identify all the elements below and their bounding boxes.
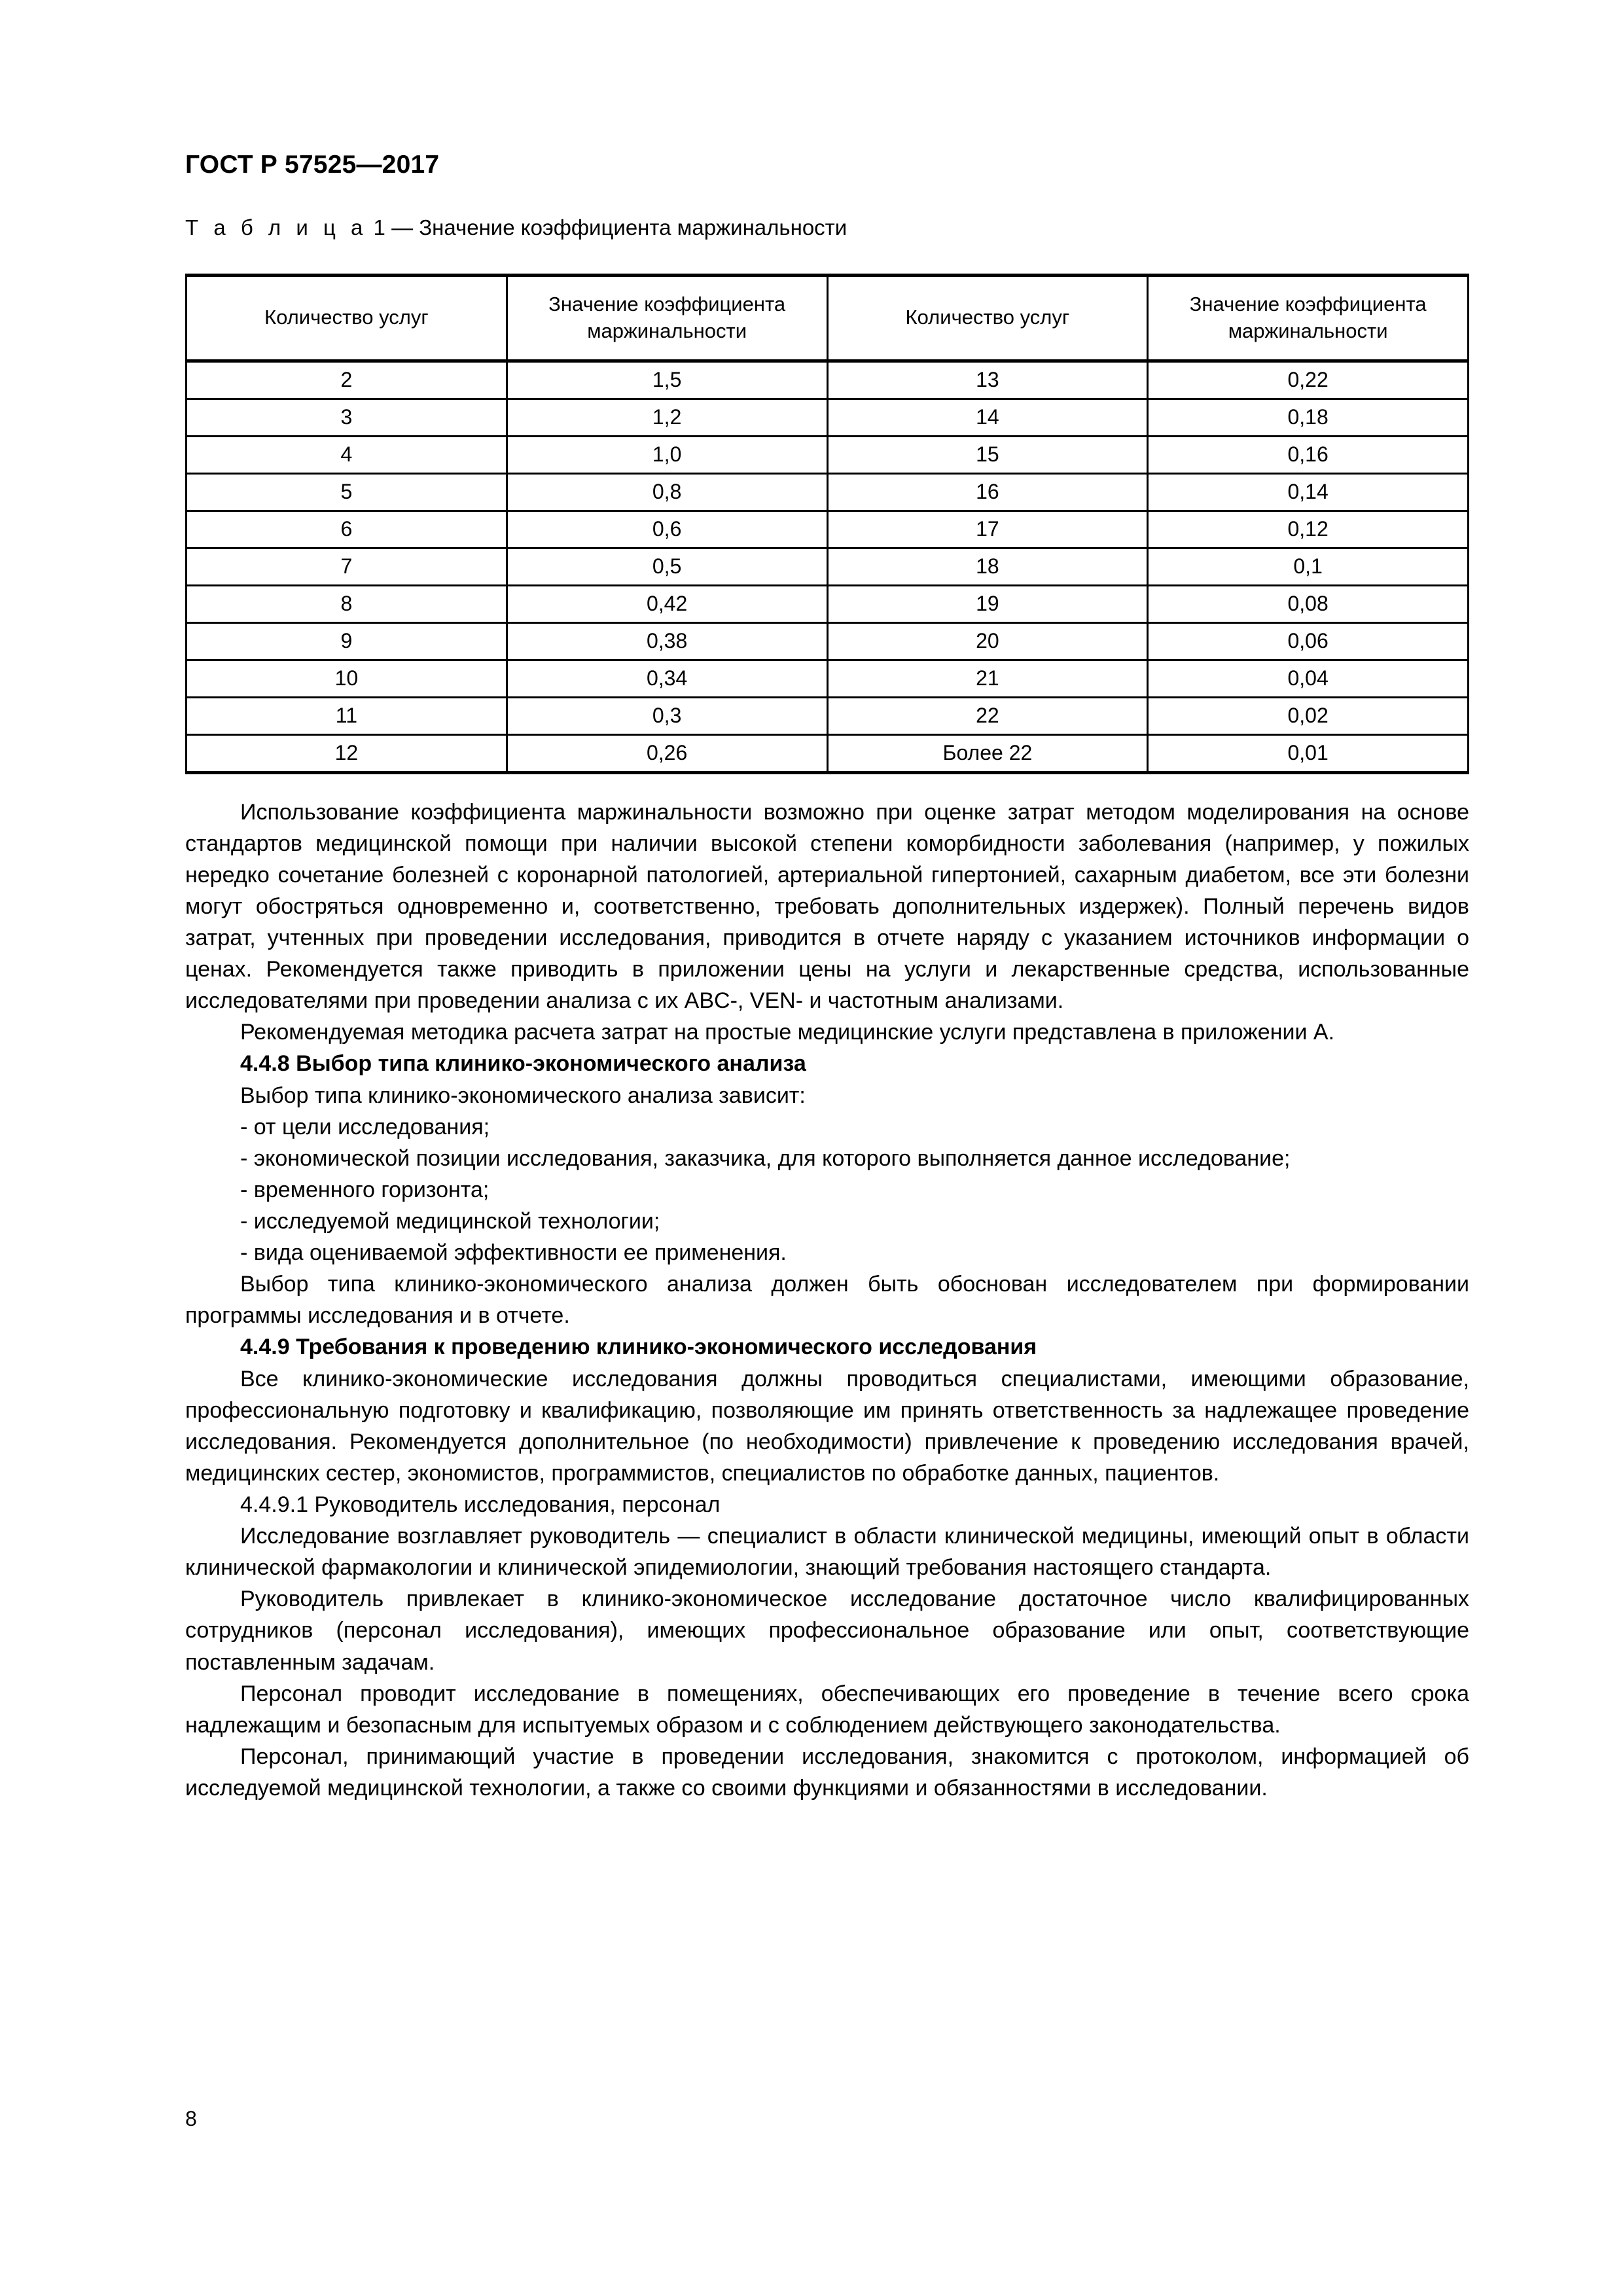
cell-coefficient-2: 0,12 <box>1148 511 1469 548</box>
cell-coefficient-1: 0,26 <box>507 734 827 772</box>
cell-coefficient-2: 0,18 <box>1148 399 1469 436</box>
header-line: Значение коэффициента <box>548 292 786 315</box>
header-line: маржинальности <box>1228 319 1388 342</box>
table-row <box>187 660 1469 697</box>
heading-4-4-8: 4.4.8 Выбор типа клинико-экономического анализа <box>240 1051 806 1077</box>
paragraph-protocol-familiarization: Персонал, принимающий участие в проведении исследования, знакомится с протоколом, информацией об исследуемой медицинской технологии, а также со своими функциями и обязанностями в исследовании. <box>185 1744 1469 1801</box>
cell-quantity-2: 15 <box>827 436 1148 473</box>
marginality-coefficient-table <box>185 274 1469 774</box>
table-caption-dash: — <box>391 215 414 240</box>
cell-quantity-1: 2 <box>187 361 507 399</box>
cell-coefficient-2: 0,01 <box>1148 734 1469 772</box>
cell-coefficient-1: 1,5 <box>507 361 827 399</box>
table-row <box>187 511 1469 548</box>
cell-coefficient-1: 0,42 <box>507 585 827 622</box>
cell-coefficient-2: 0,06 <box>1148 622 1469 660</box>
cell-quantity-1: 3 <box>187 399 507 436</box>
paragraph-study-leader: Исследование возглавляет руководитель — специалист в области клинической медицины, имеющий опыт в области клинической фармакологии и клинической эпидемиологии, знающий требования настоящего стандарта. <box>185 1524 1469 1581</box>
table-row <box>187 585 1469 622</box>
cell-coefficient-1: 1,2 <box>507 399 827 436</box>
cell-coefficient-1: 0,3 <box>507 697 827 734</box>
cell-quantity-2: 17 <box>827 511 1148 548</box>
cell-coefficient-1: 0,6 <box>507 511 827 548</box>
header-line: маржинальности <box>587 319 747 342</box>
column-header-quantity-1 <box>187 275 507 361</box>
cell-coefficient-2: 0,1 <box>1148 548 1469 585</box>
table-row <box>187 548 1469 585</box>
paragraph-premises: Персонал проводит исследование в помещениях, обеспечивающих его проведение в течение всего срока надлежащим и безопасным для испытуемых образом и с соблюдением действующего законодательства. <box>185 1681 1469 1738</box>
header-line: Количество услуг <box>264 306 429 329</box>
cell-coefficient-1: 1,0 <box>507 436 827 473</box>
cell-coefficient-1: 0,38 <box>507 622 827 660</box>
table-row <box>187 697 1469 734</box>
cell-coefficient-1: 0,5 <box>507 548 827 585</box>
cell-quantity-2: 16 <box>827 473 1148 511</box>
cell-coefficient-1: 0,34 <box>507 660 827 697</box>
paragraph-qualified-staff: Руководитель привлекает в клинико-экономическое исследование достаточное число квалифицированных сотрудников (персонал исследования), имеющих профессиональное образование или опыт, соответствующие поставленным задачам. <box>185 1587 1469 1675</box>
cell-quantity-1: 4 <box>187 436 507 473</box>
paragraph-specialists-requirements: Все клинико-экономические исследования должны проводиться специалистами, имеющими образование, профессиональную подготовку и квалификацию, позволяющие им принять ответственность за надлежащее проведение исследования. Рекомендуется дополнительное (по необходимости) привлечение к проведению исследования врачей, медицинских сестер, экономистов, программистов, специалистов по обработке данных, пациентов. <box>185 1366 1469 1486</box>
cell-coefficient-2: 0,02 <box>1148 697 1469 734</box>
header-line: Количество услуг <box>905 306 1070 329</box>
table-row <box>187 399 1469 436</box>
paragraph-analysis-type-depends: Выбор типа клинико-экономического анализа зависит: <box>240 1083 806 1108</box>
cell-quantity-1: 5 <box>187 473 507 511</box>
cell-quantity-1: 10 <box>187 660 507 697</box>
table-row <box>187 734 1469 772</box>
page-content <box>185 0 1469 1804</box>
table-caption <box>185 215 1469 241</box>
list-item: - от цели исследования; <box>240 1114 490 1139</box>
column-header-coefficient-2 <box>1148 275 1469 361</box>
cell-quantity-2: Более 22 <box>827 734 1148 772</box>
table-head <box>187 275 1469 361</box>
cell-quantity-2: 18 <box>827 548 1148 585</box>
list-item: - экономической позиции исследования, заказчика, для которого выполняется данное исследование; <box>240 1145 1291 1171</box>
cell-quantity-1: 6 <box>187 511 507 548</box>
cell-quantity-1: 9 <box>187 622 507 660</box>
cell-coefficient-2: 0,08 <box>1148 585 1469 622</box>
table-row <box>187 436 1469 473</box>
cell-quantity-2: 22 <box>827 697 1148 734</box>
table-body <box>187 361 1469 772</box>
table-header-row <box>187 275 1469 361</box>
cell-quantity-1: 7 <box>187 548 507 585</box>
list-item: - исследуемой медицинской технологии; <box>240 1209 660 1234</box>
paragraph-analysis-type-justification: Выбор типа клинико-экономического анализа должен быть обоснован исследователем при формировании программы исследования и в отчете. <box>185 1272 1469 1329</box>
cell-quantity-1: 8 <box>187 585 507 622</box>
cell-quantity-2: 13 <box>827 361 1148 399</box>
table-caption-label: Т а б л и ц а <box>185 215 368 240</box>
cell-coefficient-2: 0,14 <box>1148 473 1469 511</box>
header-line: Значение коэффициента <box>1189 292 1427 315</box>
page-number: 8 <box>185 2107 197 2130</box>
table-caption-number: 1 <box>373 215 385 240</box>
column-header-coefficient-1 <box>507 275 827 361</box>
paragraph-marginality-usage: Использование коэффициента маржинальности возможно при оценке затрат методом моделирования на основе стандартов медицинской помощи при наличии высокой степени коморбидности заболевания (например, у пожилых нередко сочетание болезней с коронарной патологией, артериальной гипертонией, сахарным диабетом, все эти болезни могут обостряться одновременно и, соответственно, требовать дополнительных издержек). Полный перечень видов затрат, учтенных при проведении исследования, приводится в отчете наряду с указанием источников информации о ценах. Рекомендуется также приводить в приложении цены на услуги и лекарственные средства, использованные исследователями при проведении анализа с их ABC-, VEN- и частотным анализами. <box>185 799 1469 1014</box>
column-header-quantity-2 <box>827 275 1148 361</box>
table-caption-title: Значение коэффициента маржинальности <box>419 215 847 240</box>
table-row <box>187 622 1469 660</box>
cell-coefficient-2: 0,16 <box>1148 436 1469 473</box>
list-item: - вида оцениваемой эффективности ее применения. <box>240 1240 787 1266</box>
heading-4-4-9-1: 4.4.9.1 Руководитель исследования, персонал <box>240 1492 721 1517</box>
cell-quantity-2: 20 <box>827 622 1148 660</box>
cell-coefficient-2: 0,04 <box>1148 660 1469 697</box>
standard-header: ГОСТ Р 57525—2017 <box>185 151 440 179</box>
list-item: - временного горизонта; <box>240 1177 490 1202</box>
table-row <box>187 361 1469 399</box>
cell-quantity-2: 19 <box>827 585 1148 622</box>
cell-coefficient-1: 0,8 <box>507 473 827 511</box>
table-row <box>187 473 1469 511</box>
cell-quantity-2: 21 <box>827 660 1148 697</box>
cell-coefficient-2: 0,22 <box>1148 361 1469 399</box>
cell-quantity-1: 11 <box>187 697 507 734</box>
cell-quantity-1: 12 <box>187 734 507 772</box>
paragraph-recommended-method: Рекомендуемая методика расчета затрат на простые медицинские услуги представлена в приложении А. <box>240 1020 1335 1045</box>
cell-quantity-2: 14 <box>827 399 1148 436</box>
heading-4-4-9: 4.4.9 Требования к проведению клинико-экономического исследования <box>240 1335 1037 1360</box>
